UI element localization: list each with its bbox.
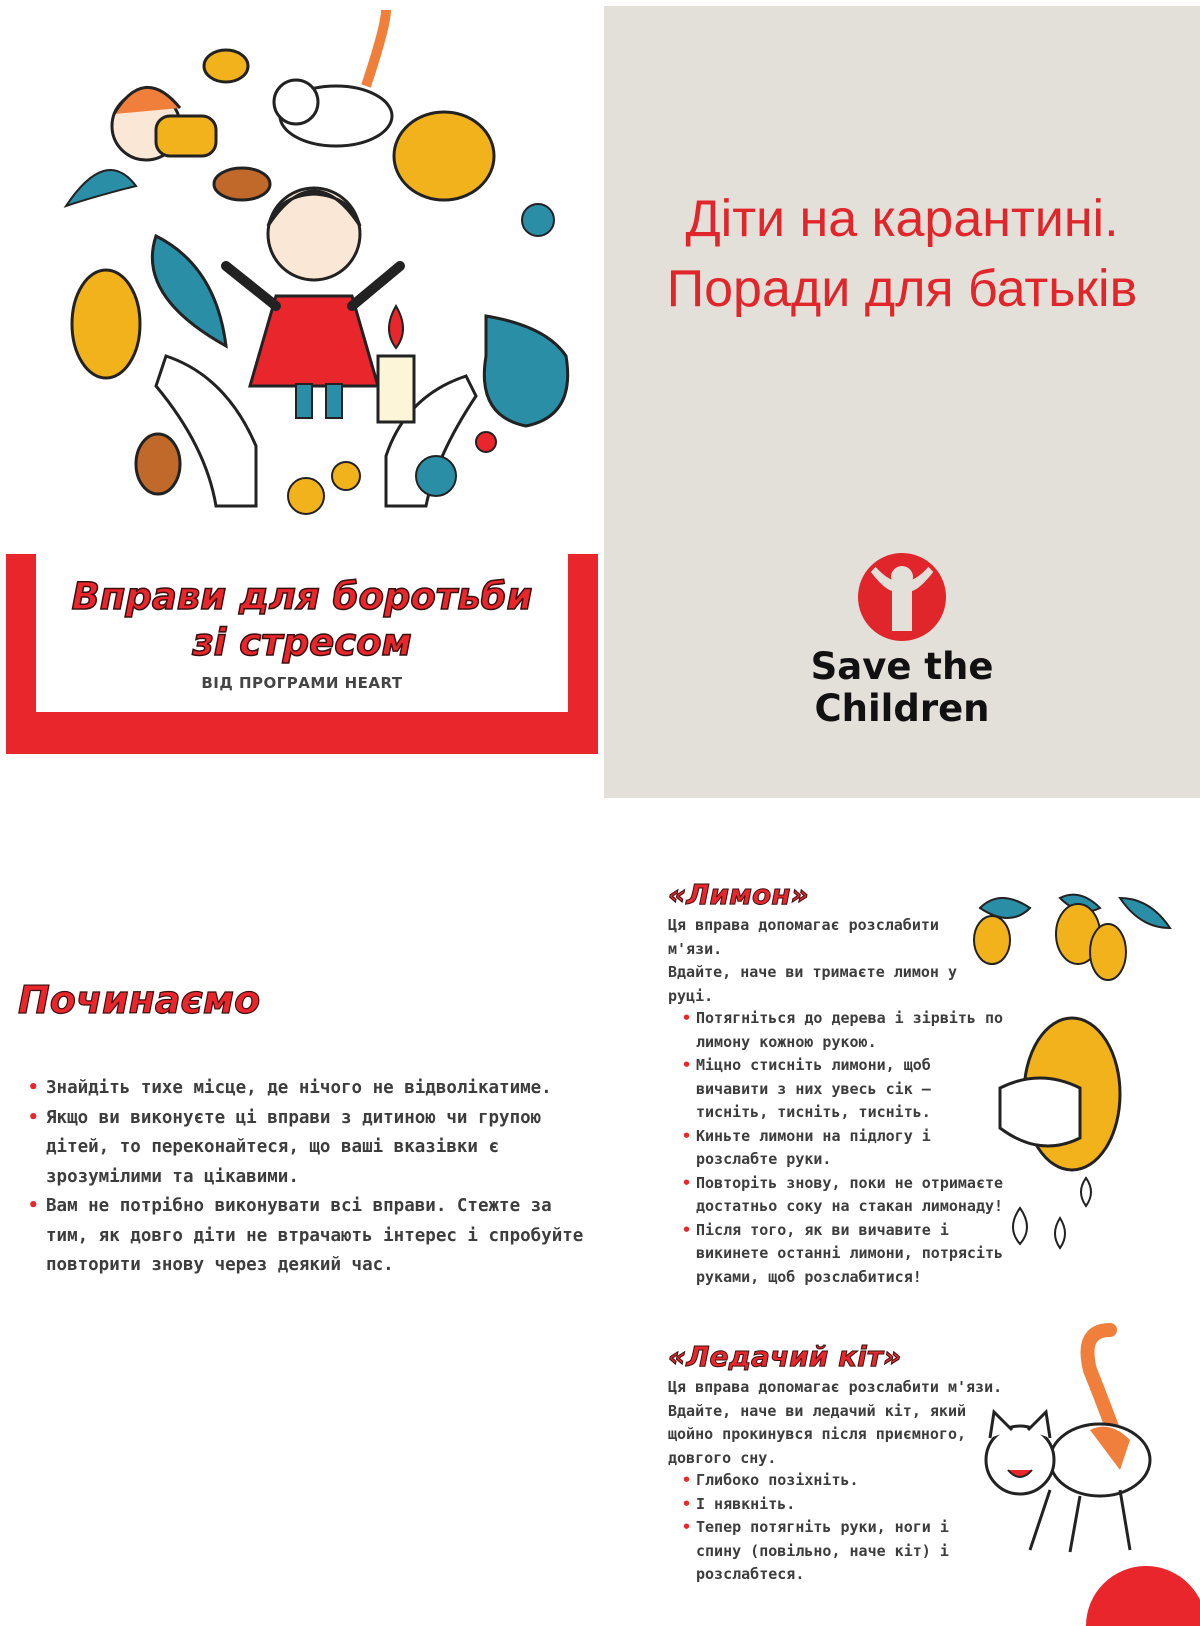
lemons-illustration [960, 888, 1190, 1278]
lemon-intro [668, 914, 998, 1008]
lemon-intro-2: Вдайте, наче ви тримаєте лимон у руці. [668, 963, 957, 1005]
logo-line2: Children [814, 687, 990, 730]
logo-wordmark [604, 646, 1200, 730]
drop-icon [1013, 1208, 1027, 1244]
list-item: • Вам не потрібно виконувати всі вправи. Стежте за тим, як довго діти не втрачають інтерес і спробуйте повторити знову через деякий час. [28, 1192, 588, 1281]
panel-title [604, 184, 1200, 324]
cover-title [36, 574, 568, 666]
list-item: • Глибоко позіхніть. [682, 1469, 982, 1493]
girl-dress-icon [250, 296, 378, 386]
cover-illustration [6, 6, 598, 546]
start-heading: Починаємо [18, 978, 261, 1022]
list-item: • Міцно стисніть лимони, щоб вичавити з них увесь сік – тисніть, тисніть, тисніть. [682, 1054, 1012, 1125]
list-item: • Знайдіть тихе місце, де нічого не відволікатиме. [28, 1074, 588, 1104]
lazy-cat-intro-2: Вдайте, наче ви ледачий кіт, який щойно прокинувся після приємного, довгого сну. [668, 1401, 967, 1467]
lemon-intro-1: Ця вправа допомагає розслабити м'язи. [668, 916, 939, 958]
feather-icon [152, 236, 226, 346]
lazy-cat-illustration [960, 1320, 1190, 1560]
lemon-exercise-title: «Лимон» [668, 878, 809, 911]
title-panel [604, 6, 1200, 798]
turtle-icon [214, 168, 270, 200]
cover-title-card [36, 554, 568, 712]
cat-head-icon [986, 1426, 1054, 1494]
list-item: • Потягніться до дерева і зірвіть по лимону кожною рукою. [682, 1007, 1012, 1054]
list-item: • Киньте лимони на підлогу і розслабте руки. [682, 1125, 1012, 1172]
save-the-children-logo-icon [854, 541, 950, 645]
logo-line1: Save the [810, 645, 994, 688]
list-item: • І нявкніть. [682, 1493, 982, 1517]
list-item: • Тепер потягніть руки, ноги і спину (повільно, наче кіт) і розслабтеся. [682, 1516, 982, 1587]
lemon-icon [72, 270, 140, 378]
list-item: • Якщо ви виконуєте ці вправи з дитиною чи групою дітей, то переконайтеся, що ваші вказівки є зрозумілими та цікавими. [28, 1104, 588, 1193]
cover-title-line2: зі стресом [192, 621, 412, 664]
lazy-cat-intro-1: Ця вправа допомагає розслабити м'язи. [668, 1378, 1003, 1396]
lazy-cat-exercise-title: «Ледачий кіт» [668, 1340, 902, 1373]
start-list [28, 1074, 588, 1281]
cover-subtitle: ВІД ПРОГРАМИ HEART [201, 674, 403, 692]
decorative-red-shape [1086, 1566, 1200, 1626]
candle-icon [378, 356, 414, 422]
cover-title-line1: Вправи для боротьби [71, 575, 533, 618]
panel-title-line1: Діти на карантині. [685, 190, 1119, 248]
panel-title-line2: Поради для батьків [666, 260, 1138, 318]
drop-icon [1055, 1218, 1065, 1248]
lazy-cat-steps [668, 1469, 982, 1587]
hand-icon [1000, 1078, 1080, 1146]
lemon-icon [1090, 924, 1126, 980]
list-item: • Повторіть знову, поки не отримаєте достатньо соку на стакан лимонаду! [682, 1172, 1012, 1219]
lazy-cat-intro [668, 1376, 1008, 1470]
lemon-icon [974, 916, 1010, 964]
cover-page [6, 6, 598, 754]
girl-head-icon [268, 188, 360, 280]
drop-icon [1081, 1178, 1091, 1206]
list-item: • Після того, як ви вичавите і викинете останні лимони, потрясіть руками, щоб розслабитися! [682, 1219, 1012, 1290]
